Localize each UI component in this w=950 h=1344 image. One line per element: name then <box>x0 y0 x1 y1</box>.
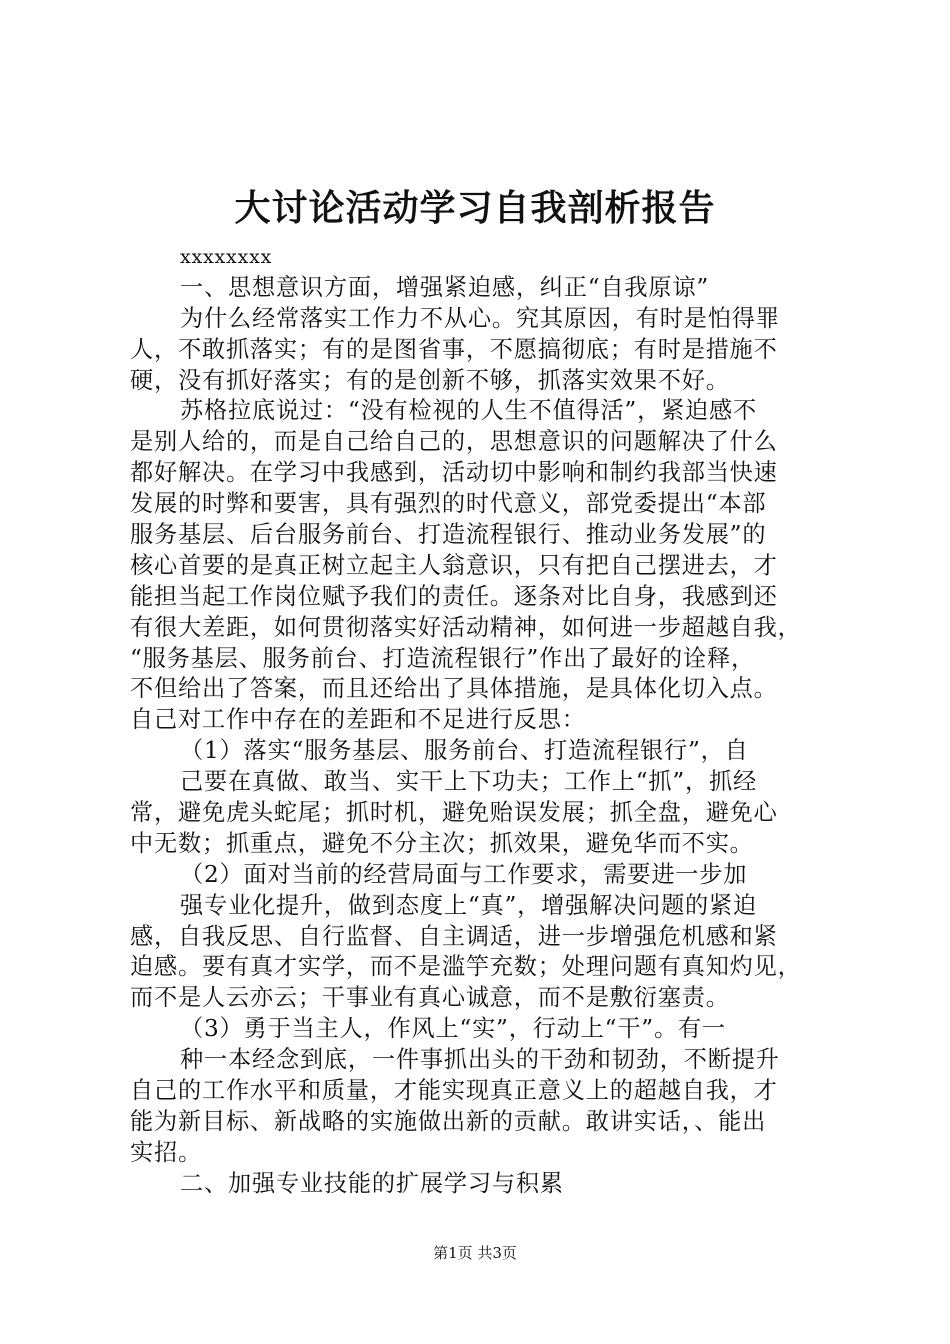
paragraph-line: 不但给出了答案，而且还给出了具体措施，是具体化切入点。 <box>130 675 778 703</box>
section-heading-2: 二、加强专业技能的扩展学习与积累 <box>180 1169 564 1197</box>
paragraph-line: 是别人给的，而是自己给自己的，思想意识的问题解决了什么 <box>130 428 778 456</box>
paragraph-line: 苏格拉底说过：“没有检视的人生不值得活”，紧迫感不 <box>180 397 758 425</box>
paragraph-line: 发展的时弊和要害，具有强烈的时代意义，部党委提出“本部 <box>130 490 767 518</box>
paragraph-line: 迫感。要有真才实学，而不是滥竽充数；处理问题有真知灼见， <box>130 953 802 981</box>
page-footer: 第1页 共3页 <box>433 1244 517 1262</box>
paragraph-line: 自己对工作中存在的差距和不足进行反思： <box>130 706 586 734</box>
document-title: 大讨论活动学习自我剖析报告 <box>234 187 716 229</box>
author-line: xxxxxxxx <box>180 246 273 268</box>
paragraph-line: 人，不敢抓落实；有的是图省事，不愿搞彻底；有时是措施不 <box>130 335 778 363</box>
paragraph-line: 强专业化提升，做到态度上“真”，增强解决问题的紧迫 <box>180 891 758 919</box>
list-item-3: （3）勇于当主人，作风上“实”，行动上“干”。有一 <box>180 1015 726 1043</box>
document-body <box>130 242 830 1200</box>
paragraph-line: 常，避免虎头蛇尾；抓时机，避免贻误发展；抓全盘，避免心 <box>130 799 778 827</box>
paragraph-line: 中无数；抓重点，避免不分主次；抓效果，避免华而不实。 <box>130 829 754 857</box>
paragraph-line: 为什么经常落实工作力不从心。究其原因，有时是怕得罪 <box>180 304 780 332</box>
paragraph-line: 己要在真做、敢当、实干上下功夫；工作上“抓”，抓经 <box>180 768 758 796</box>
paragraph-line: “服务基层、服务前台、打造流程银行”作出了最好的诠释， <box>130 644 755 672</box>
paragraph-line: 种一本经念到底，一件事抓出头的干劲和韧劲，不断提升 <box>180 1046 780 1074</box>
paragraph-line: 都好解决。在学习中我感到，活动切中影响和制约我部当快速 <box>130 459 778 487</box>
section-heading-1: 一、思想意识方面，增强紧迫感，纠正“自我原谅” <box>180 273 710 301</box>
paragraph-line: 硬，没有抓好落实；有的是创新不够，抓落实效果不好。 <box>130 366 730 394</box>
list-item-2: （2）面对当前的经营局面与工作要求，需要进一步加 <box>180 860 748 888</box>
paragraph-line: 能为新目标、新战略的实施做出新的贡献。敢讲实话，、能出 <box>130 1107 767 1135</box>
paragraph-line: 能担当起工作岗位赋予我们的责任。逐条对比自身，我感到还 <box>130 582 778 610</box>
paragraph-line: 感，自我反思、自行监督、自主调适，进一步增强危机感和紧 <box>130 922 778 950</box>
paragraph-line: 而不是人云亦云；干事业有真心诚意，而不是敷衍塞责。 <box>130 984 730 1012</box>
paragraph-line: 服务基层、后台服务前台、打造流程银行、推动业务发展”的 <box>130 521 767 549</box>
paragraph-line: 实招。 <box>130 1138 202 1166</box>
list-item-1: （1）落实“服务基层、服务前台、打造流程银行”，自 <box>180 737 749 765</box>
paragraph-line: 有很大差距，如何贯彻落实好活动精神，如何进一步超越自我， <box>130 613 802 641</box>
paragraph-line: 核心首要的是真正树立起主人翁意识，只有把自己摆进去，才 <box>130 551 778 579</box>
paragraph-line: 自己的工作水平和质量，才能实现真正意义上的超越自我，才 <box>130 1077 778 1105</box>
